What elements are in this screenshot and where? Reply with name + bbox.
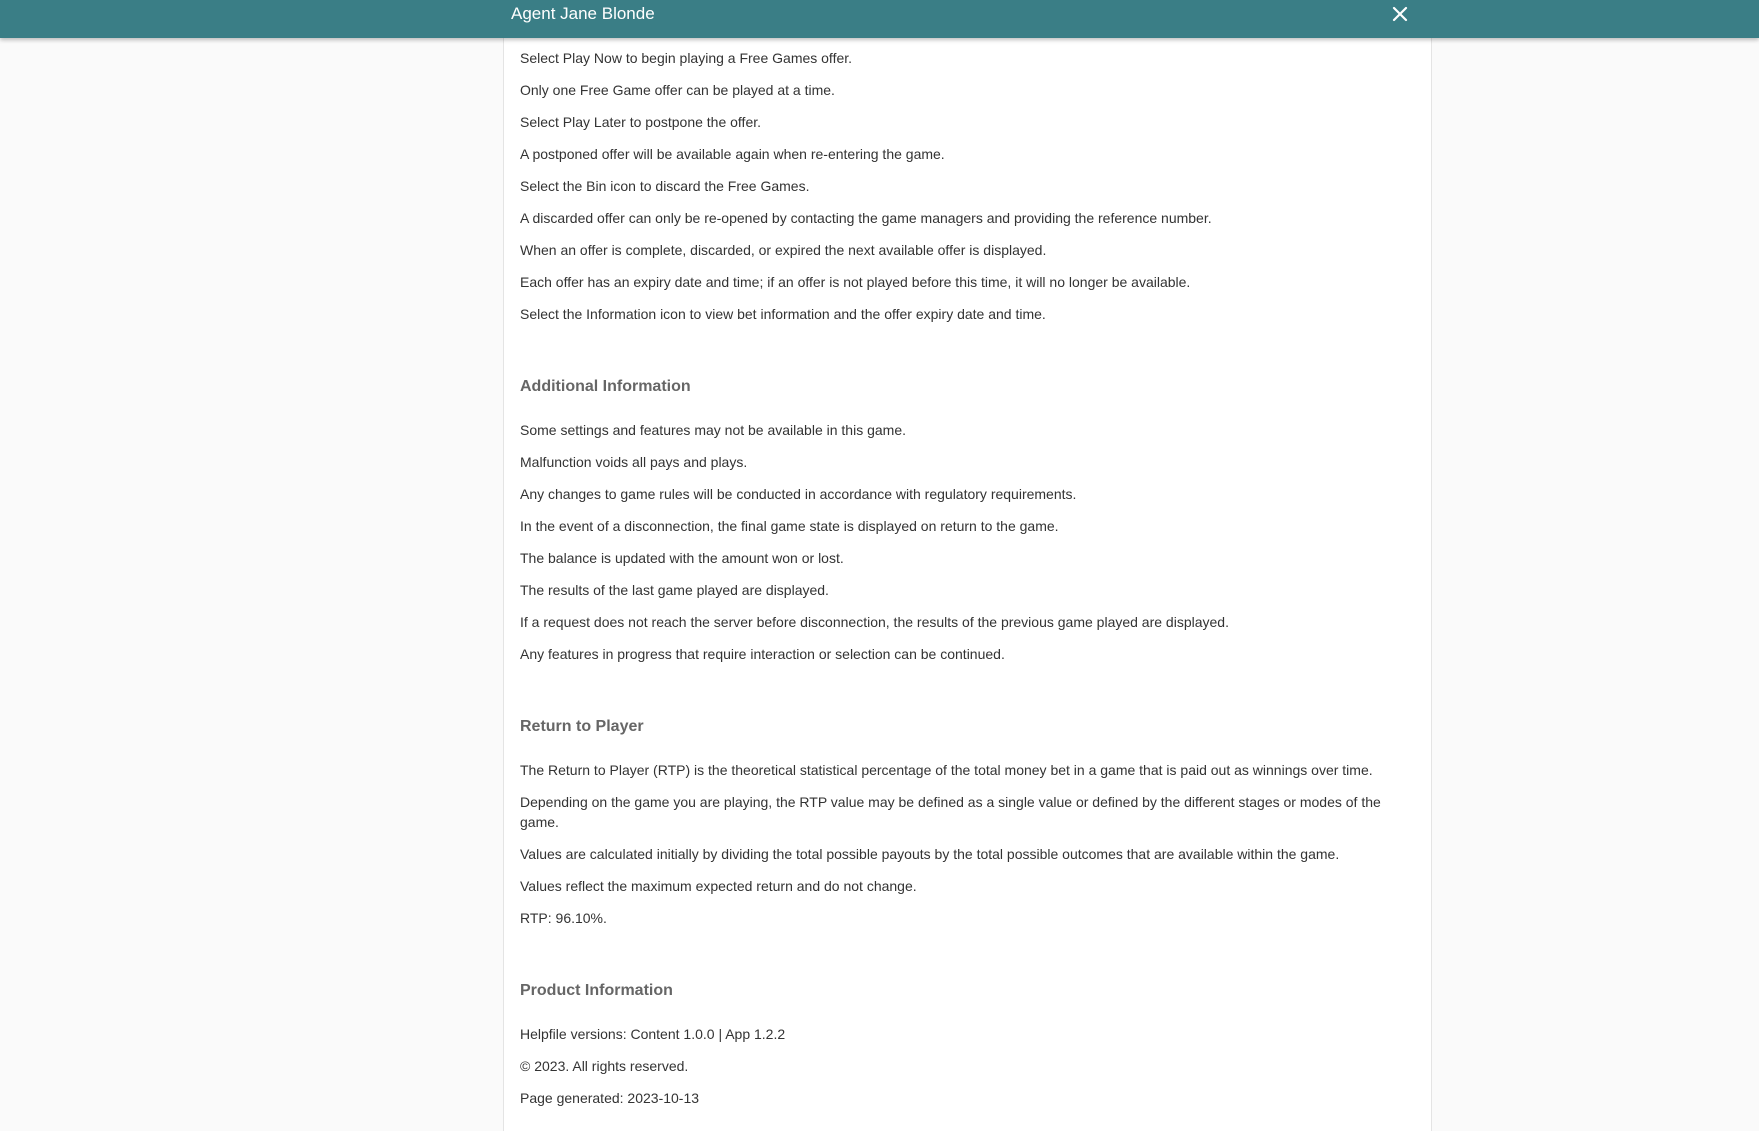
free-games-paragraph: Select the Bin icon to discard the Free Games. [520,178,810,194]
free-games-paragraph: Select Play Now to begin playing a Free Games offer. [520,50,853,66]
close-button[interactable] [1388,2,1412,26]
product-info-paragraph: Helpfile versions: Content 1.0.0 | App 1.2.2 [520,1026,786,1042]
additional-info-paragraph: If a request does not reach the server before disconnection, the results of the previous game played are displayed. [520,614,1229,630]
close-icon [1388,2,1412,26]
rtp-paragraph: Values reflect the maximum expected return and do not change. [520,878,917,894]
additional-info-paragraph: The balance is updated with the amount won or lost. [520,550,844,566]
rtp-paragraph: Depending on the game you are playing, the RTP value may be defined as a single value or defined by the different stages or modes of the game. [520,794,1381,830]
additional-info-paragraph: Some settings and features may not be available in this game. [520,422,906,438]
free-games-paragraph: Select Play Later to postpone the offer. [520,114,762,130]
section-heading-additional-information: Additional Information [520,378,691,395]
additional-info-paragraph: Any changes to game rules will be conducted in accordance with regulatory requirements. [520,486,1077,502]
free-games-paragraph: A discarded offer can only be re-opened by contacting the game managers and providing the reference number. [520,210,1212,226]
section-heading-product-information: Product Information [520,982,673,999]
rtp-paragraph: The Return to Player (RTP) is the theoretical statistical percentage of the total money bet in a game that is paid out as winnings over time. [520,762,1373,778]
additional-info-paragraph: Malfunction voids all pays and plays. [520,454,748,470]
free-games-paragraph: Select the Information icon to view bet information and the offer expiry date and time. [520,306,1046,322]
free-games-paragraph: Each offer has an expiry date and time; if an offer is not played before this time, it will no longer be available. [520,274,1191,290]
section-heading-return-to-player: Return to Player [520,718,644,735]
header-bar [0,0,1759,38]
free-games-paragraph: Only one Free Game offer can be played at a time. [520,82,835,98]
additional-info-paragraph: In the event of a disconnection, the final game state is displayed on return to the game. [520,518,1059,534]
additional-info-paragraph: Any features in progress that require interaction or selection can be continued. [520,646,1005,662]
page-title: Agent Jane Blonde [511,4,655,23]
free-games-paragraph: When an offer is complete, discarded, or expired the next available offer is displayed. [520,242,1047,258]
rtp-paragraph: Values are calculated initially by dividing the total possible payouts by the total possible outcomes that are available within the game. [520,846,1340,862]
additional-info-paragraph: The results of the last game played are displayed. [520,582,829,598]
rtp-value: RTP: 96.10%. [520,910,607,926]
help-content-panel[interactable] [503,38,1432,1131]
free-games-paragraph: A postponed offer will be available again when re-entering the game. [520,146,945,162]
product-info-paragraph: © 2023. All rights reserved. [520,1058,689,1074]
product-info-paragraph: Page generated: 2023-10-13 [520,1090,700,1106]
